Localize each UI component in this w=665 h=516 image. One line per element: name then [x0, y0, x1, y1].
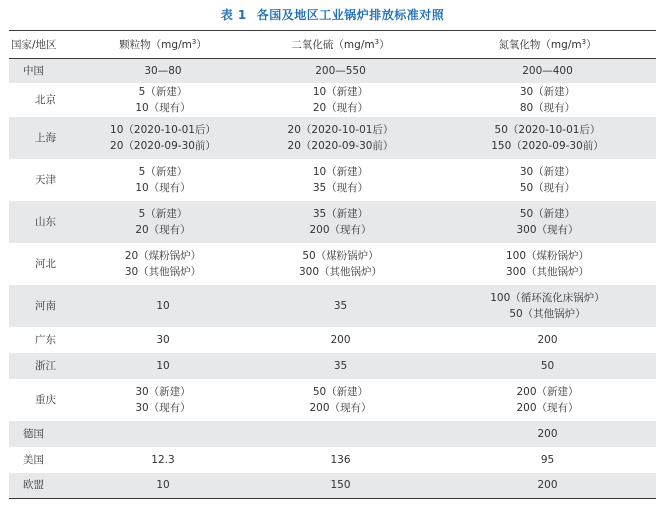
- nox-value: 80（现有）: [519, 101, 576, 114]
- nox-value: 300（现有）: [516, 223, 579, 236]
- nox-value: 50（其他锅炉）: [509, 307, 586, 320]
- table-body: [9, 59, 656, 499]
- table-row: [9, 243, 656, 285]
- nox-cell: [439, 327, 656, 353]
- header-nox-label: 氮氧化物（mg/m: [498, 39, 582, 51]
- so2-value: 35: [333, 359, 348, 372]
- pm-cell: [84, 159, 242, 201]
- so2-value: 200—550: [315, 64, 366, 77]
- header-row: [9, 31, 656, 59]
- pm-value: 30（其他锅炉）: [124, 265, 202, 278]
- nox-value: 200（现有）: [516, 401, 579, 414]
- table-row: [9, 159, 656, 201]
- unit-superscript: 3: [374, 38, 380, 46]
- pm-cell: [84, 83, 242, 117]
- pm-cell: [84, 285, 242, 327]
- nox-cell: [439, 159, 656, 201]
- pm-cell: [84, 421, 242, 447]
- so2-cell: [242, 243, 439, 285]
- table-row: [9, 327, 656, 353]
- pm-value: 10（现有）: [135, 101, 191, 114]
- nox-value: 200: [537, 333, 558, 346]
- pm-value: 12.3: [151, 453, 175, 466]
- so2-value: 20（2020-09-30前）: [287, 139, 394, 152]
- nox-cell: [439, 285, 656, 327]
- region-cell: 北京: [35, 93, 56, 106]
- table-row: [9, 285, 656, 327]
- pm-value: 5（新建）: [138, 207, 188, 220]
- so2-value: 150: [330, 479, 351, 492]
- so2-value: 35: [333, 299, 348, 312]
- so2-value: 136: [330, 453, 351, 466]
- nox-cell: [439, 201, 656, 243]
- table-row: [9, 201, 656, 243]
- so2-value: 200: [330, 333, 351, 346]
- so2-cell: [242, 59, 439, 83]
- nox-value: 300（其他锅炉）: [505, 265, 590, 278]
- table-caption: [9, 0, 656, 30]
- nox-value: 200: [537, 427, 558, 440]
- header-close-paren: ）: [586, 39, 597, 51]
- unit-superscript: 3: [191, 38, 197, 46]
- nox-value: 150（2020-09-30前）: [491, 139, 604, 152]
- so2-value: 20（2020-10-01后）: [287, 123, 394, 136]
- nox-cell: [439, 447, 656, 473]
- nox-value: 200: [537, 479, 558, 492]
- so2-value: 10（新建）: [312, 85, 369, 98]
- so2-cell: [242, 473, 439, 499]
- nox-cell: [439, 473, 656, 499]
- pm-value: 10: [156, 359, 170, 372]
- region-cell: 河南: [9, 285, 84, 327]
- nox-value: 200（新建）: [516, 385, 579, 398]
- table-row: [9, 473, 656, 499]
- pm-value: 30（新建）: [135, 385, 191, 398]
- nox-cell: [439, 117, 656, 159]
- header-region-label: 国家/地区: [11, 39, 57, 51]
- so2-cell: [242, 83, 439, 117]
- header-pm-label: 颗粒物（mg/m: [119, 39, 192, 51]
- table-row: [9, 379, 656, 421]
- nox-value: 100（煤粉锅炉）: [505, 249, 590, 262]
- header-nox: [439, 31, 656, 59]
- nox-cell: [439, 59, 656, 83]
- region-cell: 天津: [35, 173, 56, 186]
- so2-cell: [242, 159, 439, 201]
- so2-cell: [242, 353, 439, 379]
- so2-value: 50（煤粉锅炉）: [302, 249, 379, 262]
- table-row: [9, 421, 656, 447]
- pm-cell: [84, 379, 242, 421]
- so2-value: 200（现有）: [309, 401, 372, 414]
- header-close-paren: ）: [196, 39, 207, 51]
- region-cell: 美国: [23, 453, 44, 466]
- table-row: [9, 353, 656, 379]
- pm-cell: [84, 201, 242, 243]
- header-so2-label: 二氧化硫（mg/m: [291, 39, 375, 51]
- region-cell: 重庆: [35, 393, 56, 406]
- so2-cell: [242, 379, 439, 421]
- nox-value: 50（新建）: [519, 207, 576, 220]
- nox-value: 200—400: [522, 64, 573, 77]
- region-cell: 上海: [9, 117, 84, 159]
- pm-cell: [84, 353, 242, 379]
- pm-value: 10: [156, 479, 170, 492]
- pm-value: 10: [156, 299, 170, 312]
- header-pm: [84, 31, 242, 59]
- pm-value: 30—80: [144, 64, 182, 77]
- so2-cell: [242, 447, 439, 473]
- pm-cell: [84, 243, 242, 285]
- table-row: [9, 447, 656, 473]
- region-cell: 河北: [35, 257, 56, 270]
- nox-value: 50（2020-10-01后）: [494, 123, 601, 136]
- so2-value: 300（其他锅炉）: [298, 265, 383, 278]
- pm-cell: [84, 447, 242, 473]
- region-cell: 德国: [9, 421, 84, 447]
- so2-value: 20（现有）: [312, 101, 369, 114]
- so2-cell: [242, 421, 439, 447]
- so2-value: 35（新建）: [312, 207, 369, 220]
- nox-cell: [439, 421, 656, 447]
- pm-cell: [84, 59, 242, 83]
- so2-cell: [242, 327, 439, 353]
- so2-cell: [242, 117, 439, 159]
- table-header: [9, 31, 656, 59]
- so2-cell: [242, 285, 439, 327]
- so2-value: 200（现有）: [309, 223, 372, 236]
- nox-cell: [439, 379, 656, 421]
- pm-value: 5（新建）: [138, 165, 188, 178]
- so2-value: 50（新建）: [312, 385, 369, 398]
- nox-cell: [439, 353, 656, 379]
- nox-value: 50: [540, 359, 555, 372]
- pm-value: 30: [156, 333, 170, 346]
- header-region: [9, 31, 84, 59]
- nox-cell: [439, 83, 656, 117]
- table-row: [9, 83, 656, 117]
- nox-value: 50（现有）: [519, 181, 576, 194]
- region-cell: 山东: [9, 201, 84, 243]
- nox-cell: [439, 243, 656, 285]
- emission-standards-table: [9, 30, 656, 499]
- pm-value: 10（现有）: [135, 181, 191, 194]
- pm-cell: [84, 117, 242, 159]
- pm-cell: [84, 473, 242, 499]
- pm-value: 5（新建）: [138, 85, 188, 98]
- header-so2: [242, 31, 439, 59]
- so2-cell: [242, 201, 439, 243]
- pm-cell: [84, 327, 242, 353]
- pm-value: 20（现有）: [135, 223, 191, 236]
- region-cell: 广东: [35, 333, 56, 346]
- so2-value: 10（新建）: [312, 165, 369, 178]
- table-row: [9, 117, 656, 159]
- region-cell: 浙江: [9, 353, 84, 379]
- pm-value: 10（2020-10-01后）: [110, 123, 216, 136]
- unit-superscript: 3: [581, 38, 587, 46]
- pm-value: 20（煤粉锅炉）: [124, 249, 202, 262]
- nox-value: 30（新建）: [519, 165, 576, 178]
- region-cell: 欧盟: [9, 473, 84, 499]
- header-close-paren: ）: [379, 39, 390, 51]
- table-number: 表 1: [220, 8, 247, 22]
- nox-value: 30（新建）: [519, 85, 576, 98]
- table-title: 各国及地区工业锅炉排放标准对照: [256, 8, 445, 22]
- nox-value: 100（循环流化床锅炉）: [490, 291, 605, 304]
- pm-value: 30（现有）: [135, 401, 191, 414]
- table-row: [9, 59, 656, 83]
- region-cell: 中国: [9, 59, 84, 83]
- nox-value: 95: [540, 453, 555, 466]
- so2-value: 35（现有）: [312, 181, 369, 194]
- pm-value: 20（2020-09-30前）: [110, 139, 216, 152]
